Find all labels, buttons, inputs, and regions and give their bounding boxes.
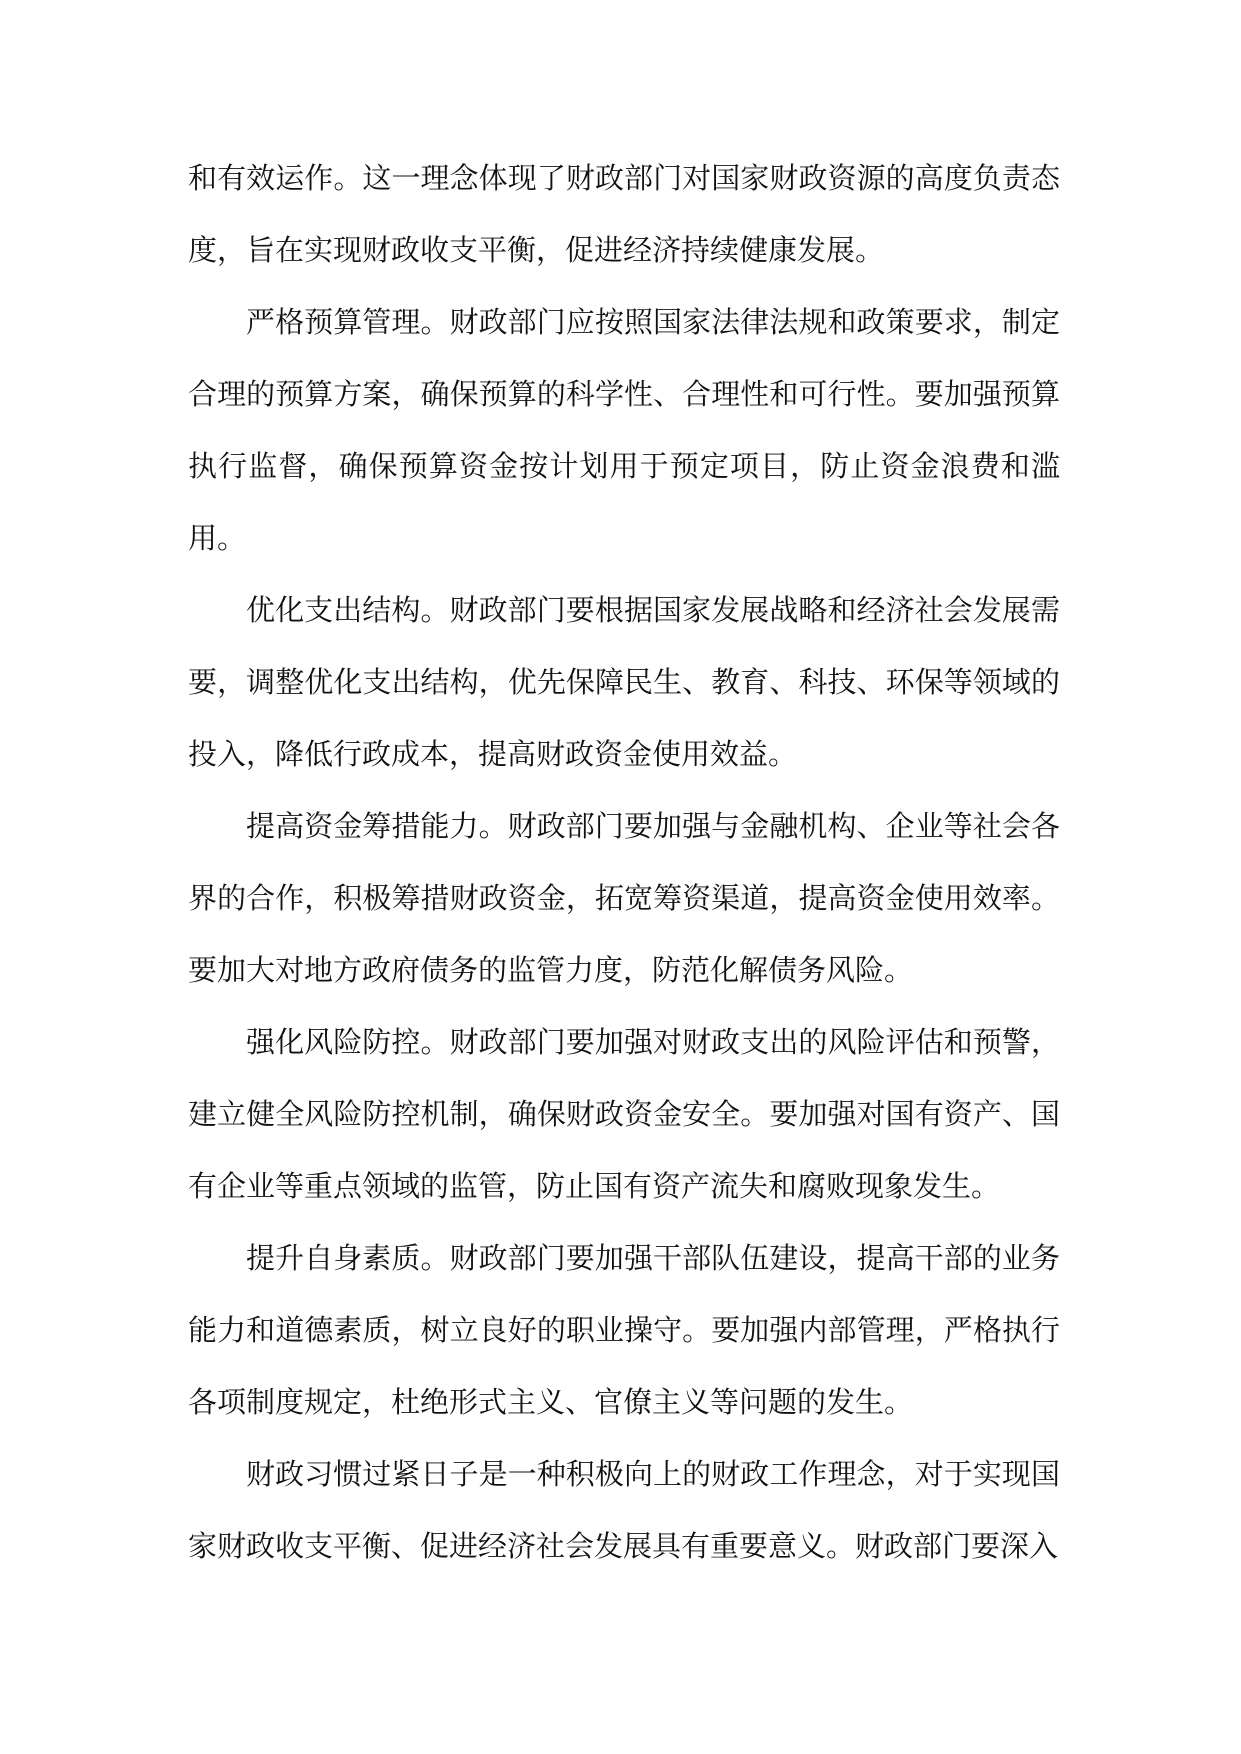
document-body xyxy=(188,142,1060,1582)
paragraph-conclusion: 财政习惯过紧日子是一种积极向上的财政工作理念，对于实现国家财政收支平衡、促进经济社会发展具有重要意义。财政部门要深入 xyxy=(188,1457,1060,1563)
paragraph-continuation: 和有效运作。这一理念体现了财政部门对国家财政资源的高度负责态度，旨在实现财政收支平衡，促进经济持续健康发展。 xyxy=(188,161,1060,267)
paragraph-budget-management: 严格预算管理。财政部门应按照国家法律法规和政策要求，制定合理的预算方案，确保预算的科学性、合理性和可行性。要加强预算执行监督，确保预算资金按计划用于预定项目，防止资金浪费和滥用。 xyxy=(188,305,1060,555)
paragraph-risk-control: 强化风险防控。财政部门要加强对财政支出的风险评估和预警，建立健全风险防控机制，确保财政资金安全。要加强对国有资产、国有企业等重点领域的监管，防止国有资产流失和腐败现象发生。 xyxy=(188,1025,1060,1203)
paragraph-expenditure-structure: 优化支出结构。财政部门要根据国家发展战略和经济社会发展需要，调整优化支出结构，优先保障民生、教育、科技、环保等领域的投入，降低行政成本，提高财政资金使用效益。 xyxy=(188,593,1060,771)
paragraph-self-improvement: 提升自身素质。财政部门要加强干部队伍建设，提高干部的业务能力和道德素质，树立良好的职业操守。要加强内部管理，严格执行各项制度规定，杜绝形式主义、官僚主义等问题的发生。 xyxy=(188,1241,1060,1419)
paragraph-fund-raising: 提高资金筹措能力。财政部门要加强与金融机构、企业等社会各界的合作，积极筹措财政资金，拓宽筹资渠道，提高资金使用效率。要加大对地方政府债务的监管力度，防范化解债务风险。 xyxy=(188,809,1060,987)
